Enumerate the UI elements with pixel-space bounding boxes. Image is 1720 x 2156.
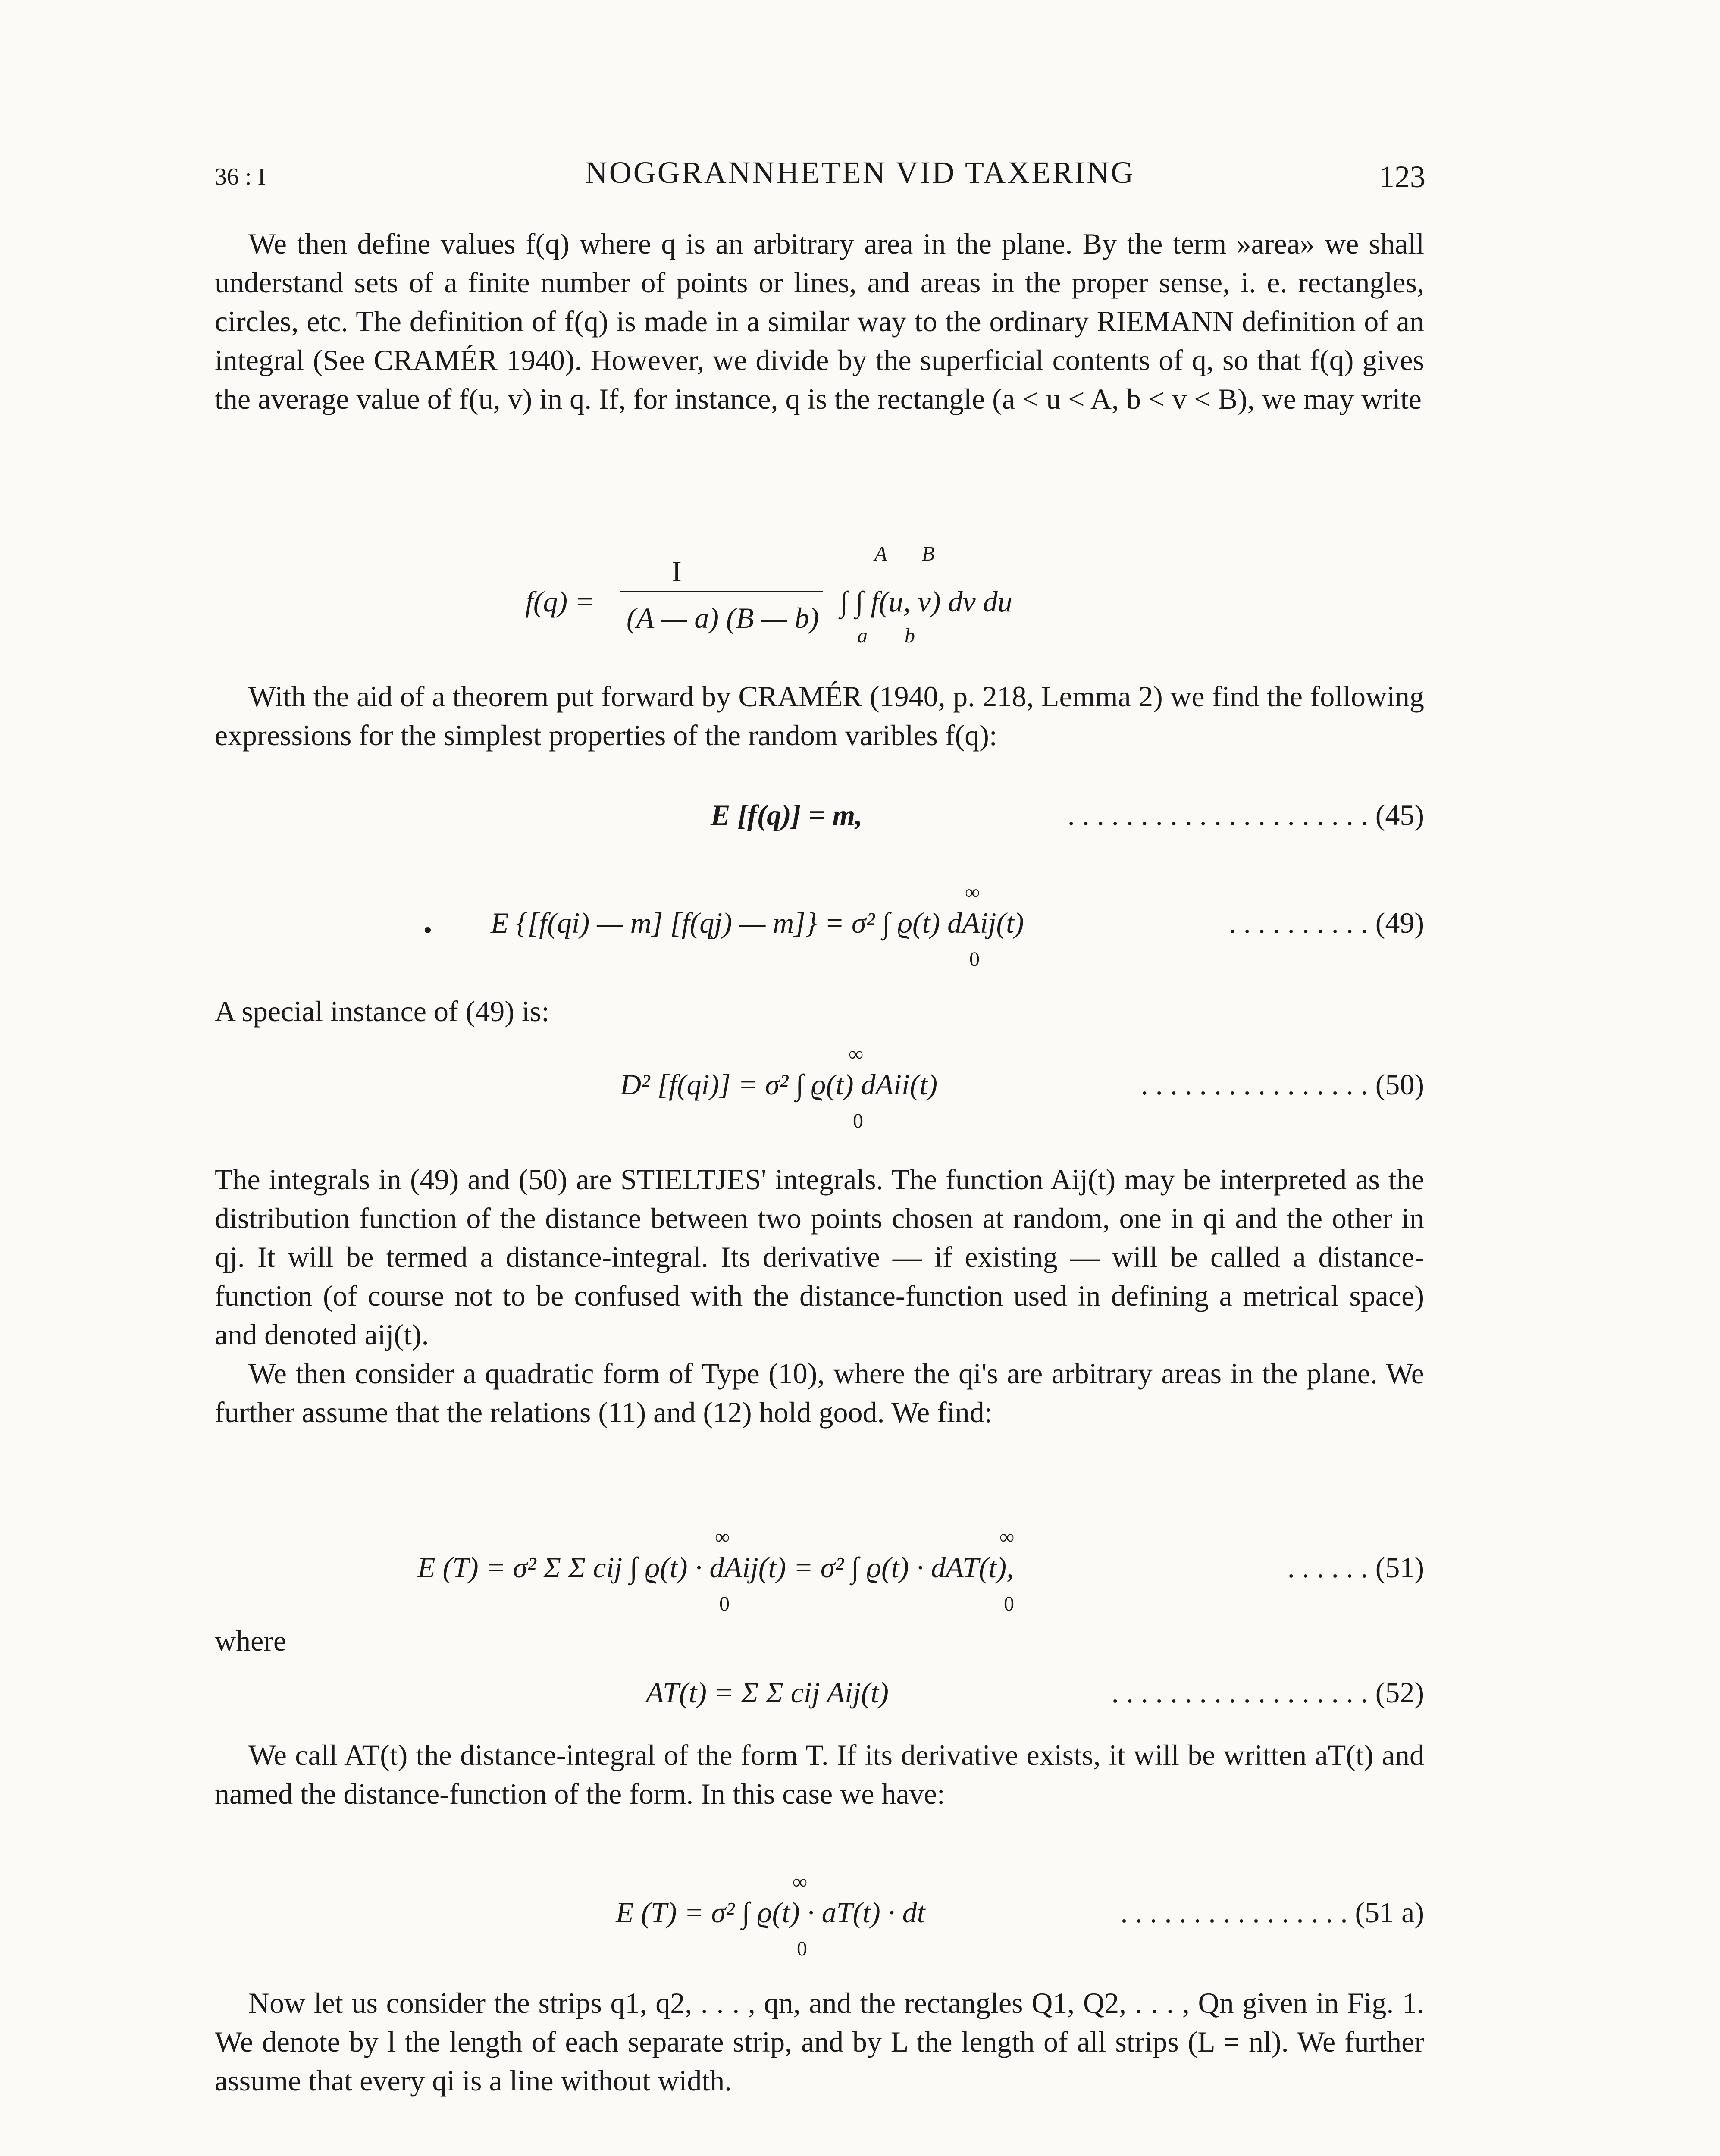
equation-leader <box>215 1548 1424 1587</box>
lower-limit-b: b <box>905 624 915 647</box>
integral-lower-limit: 0 <box>797 1937 807 1960</box>
equation-51a <box>215 1871 1424 1960</box>
leader-dots: . . . . . . <box>1287 1551 1368 1584</box>
equation-expression: E {[f(qi) — m] [f(qj) — m]} = σ² ∫ ϱ(t) dAij(t) <box>491 906 1024 939</box>
leader-dots: . . . . . . . . . . . . . . . . . . <box>1111 1676 1368 1709</box>
section-number: 36 : I <box>215 163 266 190</box>
equation-expression: E [f(q)] = m, <box>711 799 863 831</box>
equation-fq <box>215 542 1424 651</box>
paragraph-text: The integrals in (49) and (50) are STIELTJES' integrals. The function Aij(t) may be interpreted as the distribution function of the distance between two points chosen at random, one in qi and the other in qj. It will be termed a distance-integral. Its derivative — if existing — will be called a distance-function (of course not to be confused with the distance-function used in defining a metrical space) and denoted aij(t). <box>215 1163 1424 1351</box>
paragraph-text: With the aid of a theorem put forward by CRAMÉR (1940, p. 218, Lemma 2) we find the following expressions for the simplest properties of the random varibles f(q): <box>215 680 1424 752</box>
equation-label: (52) <box>1375 1676 1424 1709</box>
equation-51 <box>215 1526 1424 1615</box>
running-title: NOGGRANNHETEN VID TAXERING <box>585 155 1135 190</box>
paragraph-text: Now let us consider the strips q1, q2, . . . , qn, and the rectangles Q1, Q2, . . . , Qn given in Fig. 1. We denote by l the length of each separate strip, and by L the length of all strips (L = nl). We further assume that every qi is a line without width. <box>215 1987 1424 2097</box>
integral-upper-limit: ∞ <box>965 881 980 904</box>
integral-lower-limit: 0 <box>719 1592 730 1615</box>
paragraph-text: We then consider a quadratic form of Type (10), where the qi's are arbitrary areas in the plane. We further assume that the relations (11) and (12) hold good. We find: <box>215 1357 1424 1429</box>
equation-leader <box>215 1065 1424 1104</box>
equation-expression: AT(t) = Σ Σ cij Aij(t) <box>646 1676 889 1709</box>
paragraph-where <box>215 1621 1424 1660</box>
integral-upper-limit: ∞ <box>849 1043 864 1065</box>
paragraph-text: A special instance of (49) is: <box>215 995 550 1028</box>
upper-limit-A: A <box>874 542 887 565</box>
paragraph-text: where <box>215 1624 287 1657</box>
upper-limit-B: B <box>922 542 935 565</box>
equation-expression: D² [f(qi)] = σ² ∫ ϱ(t) dAii(t) <box>620 1068 938 1101</box>
equation-49 <box>215 881 1424 971</box>
equation-expression: E (T) = σ² ∫ ϱ(t) · aT(t) · dt <box>616 1896 925 1929</box>
equation-45 <box>215 796 1424 839</box>
integral-upper-limit: ∞ <box>793 1871 808 1893</box>
paragraph-special-instance <box>215 992 1424 1031</box>
equation-leader <box>215 903 1424 942</box>
equation-leader <box>215 1673 1424 1712</box>
equation-label: (50) <box>1375 1068 1424 1101</box>
fraction-numerator: I <box>672 555 682 588</box>
equation-label: (49) <box>1375 906 1424 939</box>
integral-lower-limit: 0 <box>969 948 980 971</box>
double-integral: ∫ ∫ f(u, v) dv du <box>840 585 1012 618</box>
equation-expression: E (T) = σ² Σ Σ cij ∫ ϱ(t) · dAij(t) = σ² ∫ ϱ(t) · dAT(t), <box>417 1551 1014 1584</box>
paragraph-distance-integral <box>215 1736 1424 1813</box>
paragraph-strips <box>215 1984 1424 2100</box>
equation-leader <box>215 1893 1424 1932</box>
equation-lhs: f(q) = <box>525 585 595 618</box>
equation-leader <box>215 796 1424 834</box>
paragraph-stieltjes <box>215 1160 1424 1432</box>
fraction-line <box>620 591 823 592</box>
integral-lower-limit: 0 <box>853 1109 863 1132</box>
leader-dots: . . . . . . . . . . . . . . . . <box>1140 1068 1368 1101</box>
lower-limit-a: a <box>857 624 868 647</box>
paragraph-definition <box>215 224 1424 418</box>
page-number: 123 <box>1379 160 1426 194</box>
integral-upper-limit: ∞ <box>715 1526 730 1548</box>
integral-lower-limit: 0 <box>1004 1592 1014 1615</box>
paragraph-text: We then define values f(q) where q is an arbitrary area in the plane. By the term »area» we shall understand sets of a finite number of points or lines, and areas in the proper sense, i. e. rectangles, circles, etc. The definition of f(q) is made in a similar way to the ordinary RIEMANN definition of an integral (See CRAMÉR 1940). However, we divide by the superficial contents of q, so that f(q) gives the average value of f(u, v) in q. If, for instance, q is the rectangle (a < u < A, b < v < B), we may write <box>215 227 1424 415</box>
paragraph-text: We call AT(t) the distance-integral of the form T. If its derivative exists, it will be written aT(t) and named the distance-function of the form. In this case we have: <box>215 1739 1424 1810</box>
fraction-denominator: (A — a) (B — b) <box>627 602 819 634</box>
equation-label: (45) <box>1375 799 1424 831</box>
leader-dots: . . . . . . . . . . . . . . . . <box>1120 1896 1348 1929</box>
equation-50 <box>215 1043 1424 1132</box>
equation-label: (51 a) <box>1355 1896 1424 1929</box>
leader-dots: . . . . . . . . . . . . . . . . . . . . . <box>1067 799 1368 831</box>
paragraph-theorem <box>215 677 1424 755</box>
equation-52 <box>215 1673 1424 1716</box>
equation-label: (51) <box>1375 1551 1424 1584</box>
leader-dots: . . . . . . . . . . <box>1228 906 1368 939</box>
integral-upper-limit: ∞ <box>999 1526 1015 1548</box>
